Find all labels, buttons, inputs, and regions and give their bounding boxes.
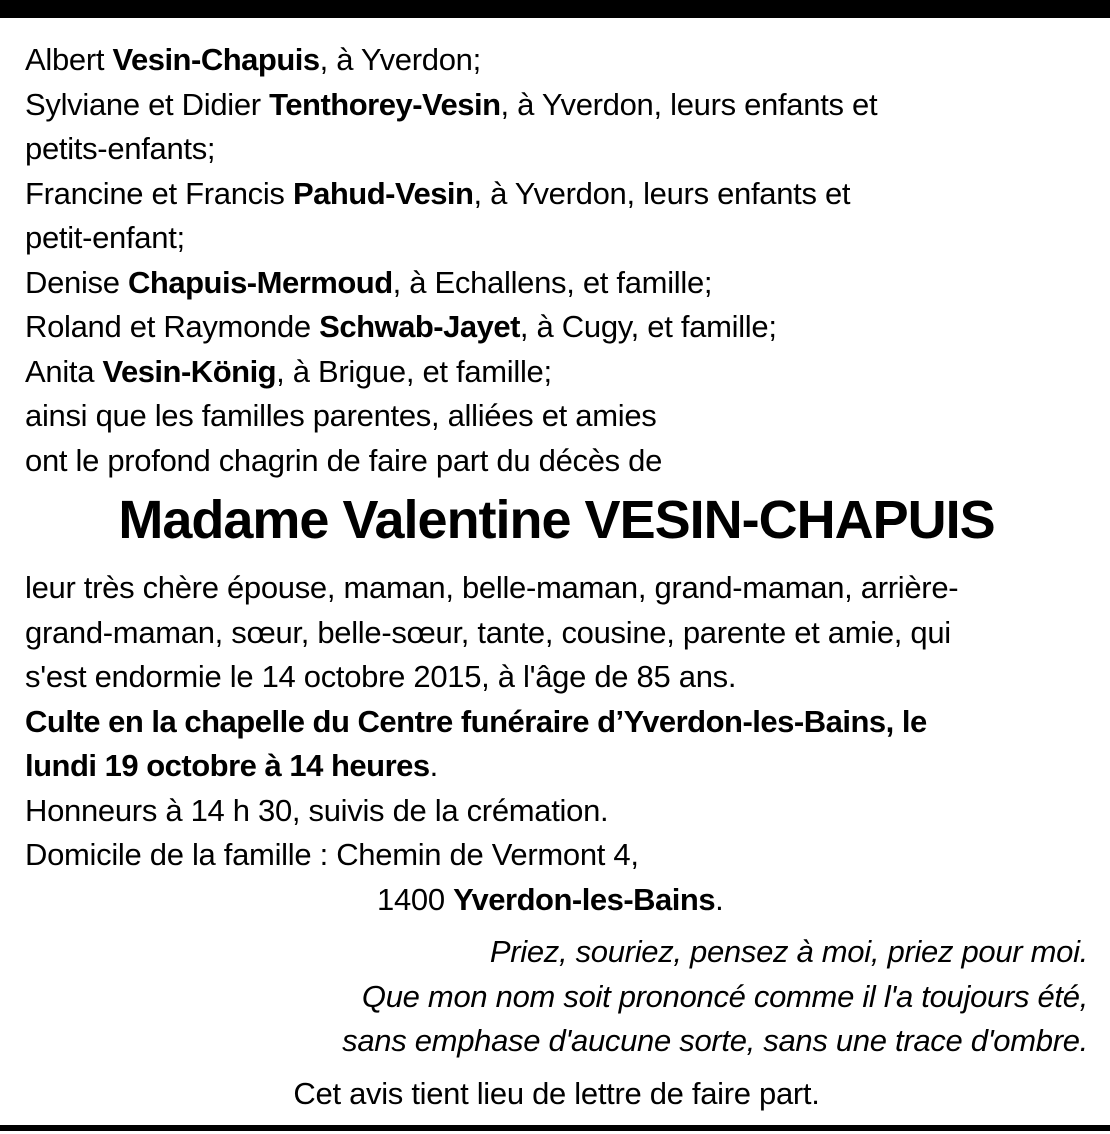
notice-line: Albert Vesin-Chapuis, à Yverdon; [25, 42, 481, 77]
notice-line: Culte en la chapelle du Centre funéraire d’Yverdon-les-Bains, le [25, 703, 927, 739]
deceased-name: Madame Valentine VESIN-CHAPUIS [118, 490, 995, 550]
notice-line: Francine et Francis Pahud-Vesin, à Yverdon, leurs enfants et [25, 175, 851, 211]
bottom-border [0, 1125, 1110, 1131]
ceremony-paragraph [25, 700, 1088, 923]
tribute-paragraph [25, 566, 1088, 700]
closing-line: Cet avis tient lieu de lettre de faire part. [293, 1075, 820, 1111]
notice-line: Denise Chapuis-Mermoud, à Echallens, et famille; [25, 264, 713, 300]
top-border [0, 0, 1110, 18]
notice-line: s'est endormie le 14 octobre 2015, à l'âge de 85 ans. [25, 659, 737, 694]
notice-line: Domicile de la famille : Chemin de Vermont 4, [25, 837, 639, 872]
notice-line: petits-enfants; [25, 131, 216, 166]
quote-paragraph [25, 930, 1088, 1064]
notice-line: Honneurs à 14 h 30, suivis de la crémation. [25, 792, 609, 828]
notice-line: Que mon nom soit prononcé comme il l'a toujours été, [361, 978, 1088, 1014]
notice-line: grand-maman, sœur, belle-sœur, tante, cousine, parente et amie, qui [25, 614, 951, 650]
notice-line: Roland et Raymonde Schwab-Jayet, à Cugy, et famille; [25, 309, 777, 344]
notice-line: Sylviane et Didier Tenthorey-Vesin, à Yverdon, leurs enfants et [25, 86, 878, 122]
notice-line: petit-enfant; [25, 220, 185, 255]
notice-line: leur très chère épouse, maman, belle-maman, grand-maman, arrière- [25, 570, 959, 605]
notice-line: lundi 19 octobre à 14 heures. [25, 748, 438, 783]
notice-line: Priez, souriez, pensez à moi, priez pour moi. [489, 934, 1088, 969]
notice-line: sans emphase d'aucune sorte, sans une trace d'ombre. [342, 1023, 1088, 1058]
notice-line: ainsi que les familles parentes, alliées et amies [25, 398, 657, 433]
notice-line: 1400 Yverdon-les-Bains. [377, 881, 724, 917]
family-paragraph [25, 38, 1088, 483]
notice-line: ont le profond chagrin de faire part du décès de [25, 442, 663, 478]
death-notice [0, 18, 1110, 1116]
notice-line: Anita Vesin-König, à Brigue, et famille; [25, 353, 552, 389]
